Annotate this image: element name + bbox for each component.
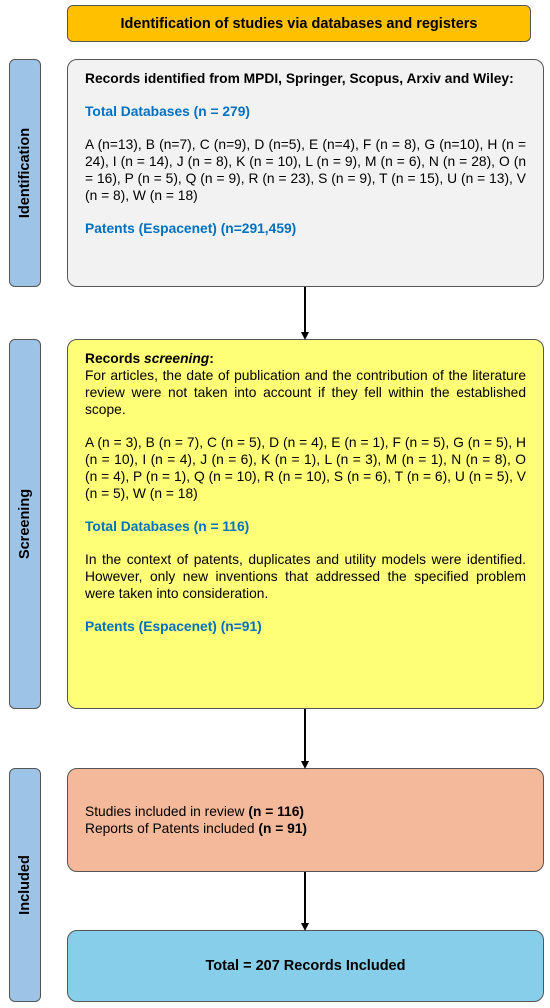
screening-heading-suffix: : bbox=[209, 351, 214, 366]
included-patents-label: Reports of Patents included bbox=[85, 821, 259, 836]
screening-patents: Patents (Espacenet) (n=91) bbox=[85, 619, 262, 634]
diagram-title-text: Identification of studies via databases and registers bbox=[120, 15, 478, 32]
screening-description: For articles, the date of publication and the contribution of the literature review were not taken into account if they fell within the established scope. bbox=[85, 368, 526, 417]
identification-total-databases: Total Databases (n = 279) bbox=[85, 104, 250, 119]
screening-heading-prefix: Records bbox=[85, 351, 145, 366]
included-studies-label: Studies included in review bbox=[85, 804, 249, 819]
included-studies-count: (n = 116) bbox=[248, 804, 304, 819]
included-patents-count: (n = 91) bbox=[258, 821, 308, 836]
stage-label-identification-text: Identification bbox=[17, 127, 34, 219]
total-text: Total = 207 Records Included bbox=[205, 958, 406, 974]
screening-heading-italic: screening bbox=[144, 351, 210, 366]
identification-patents: Patents (Espacenet) (n=291,459) bbox=[85, 221, 297, 236]
screening-patent-note: In the context of patents, duplicates and utility models were identified. However, only new inventions that addressed the specified problem were taken into consideration. bbox=[85, 552, 526, 601]
screening-total-databases: Total Databases (n = 116) bbox=[85, 519, 250, 534]
screening-counts: A (n = 3), B (n = 7), C (n = 5), D (n = 4), E (n = 1), F (n = 5), G (n = 5), H (n = 10), I (n = 4), J (n = 6), K (n = 1), L (n = 3), M (n = 1), N (n = 8), O (n = 4), P (n = 1), Q (n = 10), R (n = 10), S (n = 6), T (n = 6), U (n = 5), V (n = 5), W (n = 18) bbox=[85, 435, 526, 501]
identification-counts: A (n=13), B (n=7), C (n=9), D (n=5), E (n=4), F (n = 8), G (n=10), H (n = 24), I (n = 14), J (n = 8), K (n = 10), L (n = 9), M (n = 6), N (n = 28), O (n = 16), P (n = 5), Q (n = 9), R (n = 23), S (n = 9), T (n = 15), U (n = 13), V (n = 8), W (n = 18) bbox=[85, 137, 526, 203]
stage-label-included-text: Included bbox=[17, 855, 33, 915]
identification-heading: Records identified from MPDI, Springer, Scopus, Arxiv and Wiley: bbox=[85, 71, 514, 86]
stage-label-screening-text: Screening bbox=[17, 488, 34, 560]
